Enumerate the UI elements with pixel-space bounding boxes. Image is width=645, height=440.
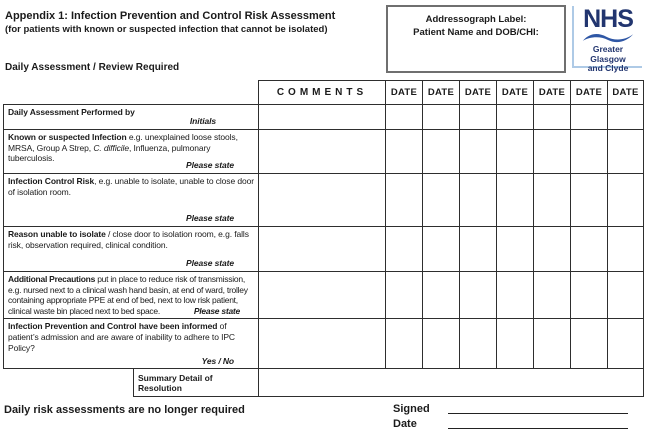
nhs-wordmark: NHS <box>583 5 633 33</box>
row-tail-reason-unable-to-isolate: Please state <box>186 258 234 269</box>
comments-cell <box>259 227 386 272</box>
date-cell <box>608 227 644 272</box>
date-cell <box>534 319 571 369</box>
signed-label: Signed <box>393 403 430 415</box>
date-cell <box>497 130 534 174</box>
logo-org-line1: Greater Glasgow <box>590 44 626 64</box>
row-tail-daily-assessment-performed: Initials <box>189 116 216 127</box>
date-cell <box>460 130 497 174</box>
date-column-header: DATE <box>534 81 571 105</box>
date-column-header: DATE <box>571 81 608 105</box>
date-cell <box>460 174 497 227</box>
date-cell <box>534 227 571 272</box>
row-tail-ipc-informed: Yes / No <box>201 355 234 366</box>
date-cell <box>460 105 497 130</box>
summary-spacer <box>4 369 134 397</box>
date-cell <box>608 105 644 130</box>
date-cell <box>460 227 497 272</box>
date-column-header: DATE <box>497 81 534 105</box>
date-cell <box>571 174 608 227</box>
addressograph-line1: Addressograph Label: <box>425 14 527 25</box>
date-cell <box>571 272 608 319</box>
date-cell <box>423 227 460 272</box>
date-cell <box>386 174 423 227</box>
comments-cell <box>259 105 386 130</box>
date-cell <box>386 319 423 369</box>
comments-cell <box>259 272 386 319</box>
date-cell <box>497 227 534 272</box>
footer-note: Daily risk assessments are no longer required <box>4 404 245 416</box>
date-column-header: DATE <box>460 81 497 105</box>
logo-org-line2: and Clyde <box>587 63 629 73</box>
addressograph-box <box>386 5 566 73</box>
page-subtitle: (for patients with known or suspected infection that cannot be isolated) <box>5 24 328 35</box>
row-label-infection-control-risk: Infection Control Risk, e.g. unable to isolate, unable to close door of isolation room. Please state <box>4 174 259 227</box>
row-tail-known-or-suspected-infection: Please state <box>186 160 234 171</box>
page-title: Appendix 1: Infection Prevention and Control Risk Assessment <box>5 10 336 22</box>
row-label-additional-precautions: Additional Precautions put in place to reduce risk of transmission, e.g. nursed next to a clinical wash hand basin, at end of ward, trolley containing appropriate PPE at end of bed, next to low risk patient, clinical waste bin placed next to bed space. Please state <box>4 272 259 319</box>
signed-line <box>448 413 628 414</box>
row-label-reason-unable-to-isolate: Reason unable to isolate / close door to isolation room, e.g. falls risk, observation required, clinical condition. Please state <box>4 227 259 272</box>
date-cell <box>460 319 497 369</box>
date-label: Date <box>393 418 417 430</box>
daily-review-note: Daily Assessment / Review Required <box>5 62 180 73</box>
date-cell <box>423 174 460 227</box>
date-cell <box>534 130 571 174</box>
nhs-logo <box>572 5 642 73</box>
date-cell <box>423 105 460 130</box>
date-cell <box>497 319 534 369</box>
comments-cell <box>259 174 386 227</box>
nhs-wave-icon <box>574 31 642 44</box>
row-label-ipc-informed: Infection Prevention and Control have been informed of patient’s admission and are aware of inability to adhere to IPC Policy? Yes / No <box>4 319 259 369</box>
date-cell <box>386 227 423 272</box>
date-cell <box>423 319 460 369</box>
comments-cell <box>259 319 386 369</box>
comments-cell <box>259 130 386 174</box>
row-tail-additional-precautions: Please state <box>193 305 240 316</box>
date-cell <box>608 130 644 174</box>
date-cell <box>497 272 534 319</box>
date-cell <box>571 130 608 174</box>
date-cell <box>386 272 423 319</box>
date-cell <box>534 105 571 130</box>
header-spacer <box>4 81 259 105</box>
date-cell <box>423 272 460 319</box>
comments-column-header: COMMENTS <box>259 81 386 105</box>
date-cell <box>386 130 423 174</box>
row-label-known-or-suspected-infection: Known or suspected Infection e.g. unexplained loose stools, MRSA, Group A Strep, C. difficile, Influenza, pulmonary tuberculosis. Please state <box>4 130 259 174</box>
date-cell <box>386 105 423 130</box>
summary-label: Summary Detail of Resolution <box>134 369 259 397</box>
date-cell <box>571 105 608 130</box>
date-cell <box>608 319 644 369</box>
date-cell <box>423 130 460 174</box>
date-cell <box>608 174 644 227</box>
date-cell <box>534 272 571 319</box>
date-cell <box>571 319 608 369</box>
date-column-header: DATE <box>386 81 423 105</box>
date-cell <box>497 105 534 130</box>
addressograph-line2: Patient Name and DOB/CHI: <box>413 27 539 38</box>
date-column-header: DATE <box>608 81 644 105</box>
row-tail-infection-control-risk: Please state <box>186 213 234 224</box>
date-cell <box>497 174 534 227</box>
date-line <box>448 428 628 429</box>
row-label-daily-assessment-performed: Daily Assessment Performed by Initials <box>4 105 259 130</box>
date-cell <box>534 174 571 227</box>
date-cell <box>608 272 644 319</box>
date-cell <box>571 227 608 272</box>
date-cell <box>460 272 497 319</box>
assessment-table <box>3 80 644 397</box>
summary-cell <box>259 369 644 397</box>
date-column-header: DATE <box>423 81 460 105</box>
